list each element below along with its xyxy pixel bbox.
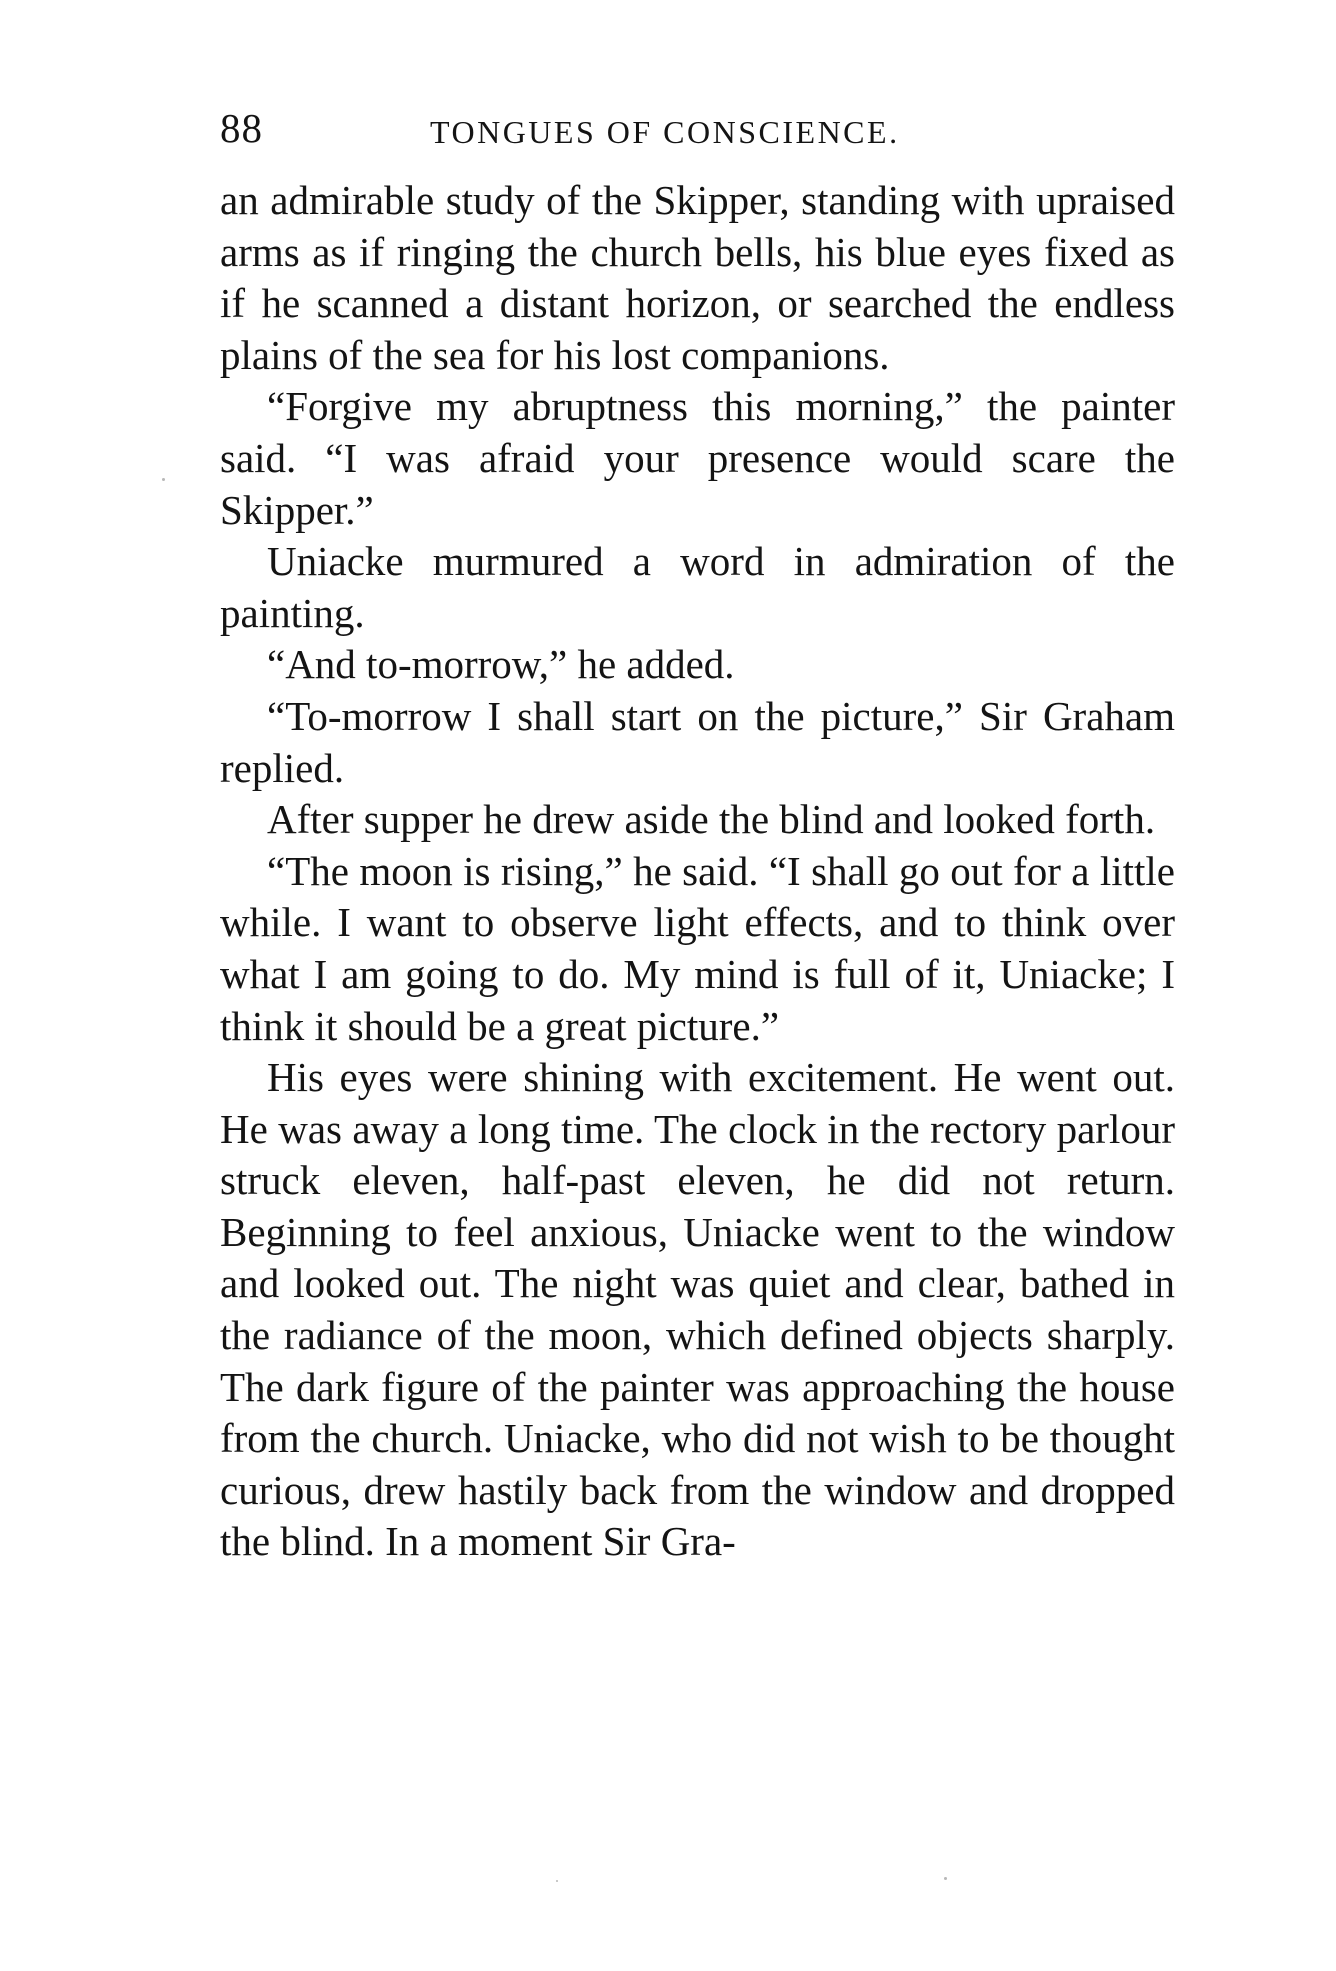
paragraph: “Forgive my abruptness this morning,” the painter said. “I was afraid your presence would scare the Skipper.” xyxy=(220,383,1175,533)
scan-speck xyxy=(944,1877,947,1880)
page-header xyxy=(220,98,1220,158)
paragraph: His eyes were shining with excitement. He went out. He was away a long time. The clock in the rectory parlour struck eleven, half-past eleven, he did not return. Beginning to feel anxious, Uniacke went to the window and looked out. The night was quiet and clear, bathed in the radiance of the moon, which defined objects sharply. The dark figure of the painter was approaching the house from the church. Uniacke, who did not wish to be thought curious, drew hastily back from the window and dropped the blind. In a moment Sir Gra- xyxy=(220,1054,1175,1565)
page-number: 88 xyxy=(220,105,263,151)
paragraph: Uniacke murmured a word in admiration of the painting. xyxy=(220,538,1175,636)
paragraph: “The moon is rising,” he said. “I shall go out for a little while. I want to observe light effects, and to think over what I am going to do. My mind is full of it, Uniacke; I think it should be a great picture.” xyxy=(220,847,1175,1049)
running-head: TONGUES OF CONSCIENCE. xyxy=(430,114,900,150)
paragraph: “And to-morrow,” he added. xyxy=(267,641,735,688)
scan-speck xyxy=(556,1880,558,1882)
paragraph: an admirable study of the Skipper, standing with upraised arms as if ringing the church bells, his blue eyes fixed as if he scanned a distant horizon, or searched the endless plains of the sea for his lost companions. xyxy=(220,177,1175,378)
paragraph: After supper he drew aside the blind and looked forth. xyxy=(267,796,1156,843)
body-text xyxy=(220,175,1175,1568)
scan-speck xyxy=(162,478,165,481)
paragraph: “To-morrow I shall start on the picture,” Sir Graham replied. xyxy=(220,692,1175,791)
